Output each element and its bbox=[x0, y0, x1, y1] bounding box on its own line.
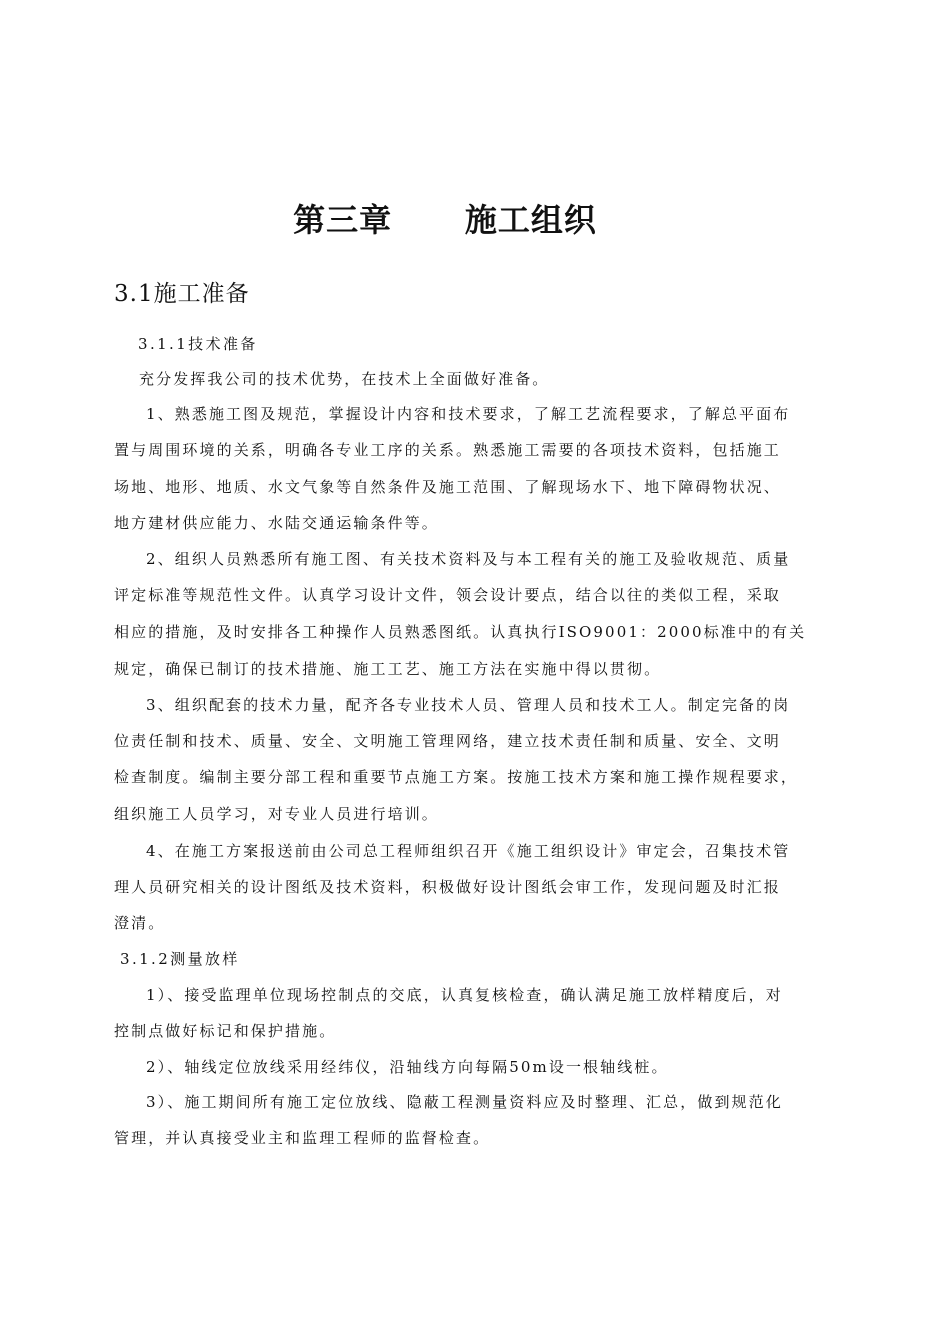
paragraph-4-line: 理人员研究相关的设计图纸及技术资料，积极做好设计图纸会审工作，发现问题及时汇报 bbox=[114, 878, 781, 896]
chapter-title: 第三章 施工组织 bbox=[293, 201, 597, 239]
paragraph-4-line: 4、在施工方案报送前由公司总工程师组织召开《施工组织设计》审定会，召集技术管 bbox=[146, 842, 791, 860]
paragraph-2-line: 评定标准等规范性文件。认真学习设计文件，领会设计要点，结合以往的类似工程，采取 bbox=[114, 586, 781, 604]
survey-item-1-line: 控制点做好标记和保护措施。 bbox=[114, 1022, 337, 1040]
survey-item-3-line: 3）、施工期间所有施工定位放线、隐蔽工程测量资料应及时整理、汇总，做到规范化 bbox=[146, 1093, 783, 1111]
paragraph-3-line: 组织施工人员学习，对专业人员进行培训。 bbox=[114, 805, 439, 823]
section-title: 3.1施工准备 bbox=[114, 281, 250, 307]
paragraph-2-line: 2、组织人员熟悉所有施工图、有关技术资料及与本工程有关的施工及验收规范、质量 bbox=[146, 550, 791, 568]
subsection-heading-3-1-2: 3.1.2测量放样 bbox=[120, 950, 240, 968]
survey-item-3-line: 管理，并认真接受业主和监理工程师的监督检查。 bbox=[114, 1129, 491, 1147]
paragraph-4-line: 澄清。 bbox=[114, 914, 166, 932]
paragraph-1-line: 置与周围环境的关系，明确各专业工序的关系。熟悉施工需要的各项技术资料，包括施工 bbox=[114, 441, 781, 459]
survey-item-2-line: 2）、轴线定位放线采用经纬仪，沿轴线方向每隔50m设一根轴线桩。 bbox=[146, 1058, 669, 1076]
paragraph-1-line: 场地、地形、地质、水文气象等自然条件及施工范围、了解现场水下、地下障碍物状况、 bbox=[114, 478, 781, 496]
survey-item-1-line: 1）、接受监理单位现场控制点的交底，认真复核检查，确认满足施工放样精度后，对 bbox=[146, 986, 783, 1004]
paragraph-1-line: 地方建材供应能力、水陆交通运输条件等。 bbox=[114, 514, 439, 532]
paragraph-2-line: 规定，确保已制订的技术措施、施工工艺、施工方法在实施中得以贯彻。 bbox=[114, 660, 662, 678]
paragraph-3-line: 检查制度。编制主要分部工程和重要节点施工方案。按施工技术方案和施工操作规程要求， bbox=[114, 768, 799, 786]
paragraph-3-line: 3、组织配套的技术力量，配齐各专业技术人员、管理人员和技术工人。制定完备的岗 bbox=[146, 696, 791, 714]
paragraph-2-line: 相应的措施，及时安排各工种操作人员熟悉图纸。认真执行ISO9001：2000标准中的有关 bbox=[114, 623, 807, 641]
paragraph-1-line: 1、熟悉施工图及规范，掌握设计内容和技术要求，了解工艺流程要求，了解总平面布 bbox=[146, 405, 791, 423]
intro-paragraph: 充分发挥我公司的技术优势，在技术上全面做好准备。 bbox=[139, 370, 550, 388]
subsection-heading-3-1-1: 3.1.1技术准备 bbox=[138, 335, 258, 353]
paragraph-3-line: 位责任制和技术、质量、安全、文明施工管理网络，建立技术责任制和质量、安全、文明 bbox=[114, 732, 781, 750]
